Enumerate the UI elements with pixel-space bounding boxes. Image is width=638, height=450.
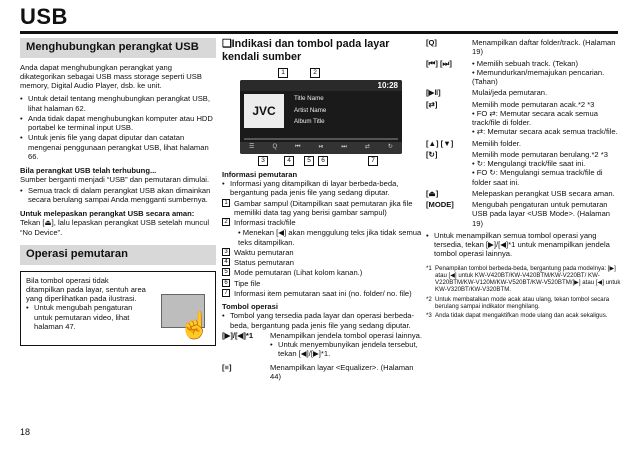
- section-heading-connect: Menghubungkan perangkat USB: [20, 38, 216, 58]
- callout-4: 4: [284, 156, 294, 166]
- button-row: [426, 150, 622, 187]
- item-text: Status pemutaran: [234, 258, 294, 268]
- item-text: Tipe file: [234, 278, 261, 288]
- item-number: 7: [222, 289, 230, 297]
- artist-name: Artist Name: [294, 106, 327, 114]
- footnote-mark: *1: [426, 264, 432, 272]
- button-key: [⏮] [⏭]: [426, 58, 452, 68]
- button-key: [⏏]: [426, 188, 439, 198]
- item-number: 1: [222, 199, 230, 207]
- title-rule: [20, 31, 618, 34]
- op-desc-wrap: [270, 363, 422, 382]
- button-key: [▶‖]: [426, 88, 441, 98]
- info-item: [222, 199, 422, 218]
- op-key: [≡]: [222, 362, 232, 372]
- button-row: [426, 88, 622, 97]
- section-heading-playback: Operasi pemutaran: [20, 245, 216, 265]
- footnote-mark: *2: [426, 295, 432, 303]
- info-item: [222, 218, 422, 227]
- button-row: [426, 189, 622, 198]
- screen-status-bar: [240, 80, 402, 91]
- item-number: 2: [222, 218, 230, 226]
- item-number: 4: [222, 258, 230, 266]
- button-table: [426, 38, 622, 228]
- button-key: [MODE]: [426, 200, 454, 209]
- info-item: [222, 248, 422, 257]
- button-desc: Menampilkan daftar folder/track. (Halaman 19): [472, 38, 616, 57]
- button-desc: Melepaskan perangkat USB secara aman.: [472, 188, 615, 198]
- button-desc: Mulai/jeda pemutaran.: [472, 88, 548, 98]
- button-row: [426, 139, 622, 148]
- item-number: 3: [222, 248, 230, 256]
- hand-pointer-icon: ☝: [178, 309, 211, 340]
- page-title: USB: [20, 4, 68, 29]
- repeat-icon: ↻: [387, 144, 393, 151]
- button-desc: Memilih mode pemutaran acak.*2 *3 • FO ⇄: Memutar secara acak semua track/file di folder. • ⇄: Memutar secara acak semua track/file.: [472, 99, 618, 137]
- play-pause-icon: ⏯: [318, 144, 324, 151]
- ops-bullet: • Tombol yang tersedia pada layar dan operasi berbeda-beda, bergantung pada jenis file yang sedang diputar.: [222, 311, 422, 330]
- button-key: [Q]: [426, 38, 437, 47]
- button-row: [426, 59, 622, 87]
- column-middle: [222, 38, 422, 384]
- callout-7: 7: [368, 156, 378, 166]
- footnote-mark: *3: [426, 312, 432, 320]
- screen-illustration: [222, 68, 422, 166]
- info-heading: Informasi pemutaran: [222, 169, 298, 179]
- item-text: • Menekan [◀] akan menggulung teks jika tidak semua teks ditampilkan.: [238, 228, 422, 247]
- column-left: [20, 38, 216, 346]
- bullet-item: • Anda tidak dapat menghubungkan komputer atau HDD portabel ke terminal input USB.: [20, 114, 216, 133]
- note-bullet: • Untuk menampilkan semua tombol operasi yang tersedia, tekan [▶]/[◀]*1 untuk menampilkan jendela tombol operasi lainnya.: [426, 231, 622, 259]
- callout-1: 1: [278, 68, 288, 78]
- progress-bar: [244, 138, 398, 140]
- footnote: [426, 265, 622, 294]
- info-bullet: • Informasi yang ditampilkan di layar berbeda-beda, bergantung pada jenis file yang sedang diputar.: [222, 179, 422, 198]
- source-control-screen: [240, 80, 402, 154]
- op-row: [222, 331, 422, 360]
- button-desc: • Memilih sebuah track. (Tekan) • Memundurkan/memajukan pencarian. (Tahan): [472, 58, 605, 86]
- item-text: Informasi track/file: [234, 218, 296, 228]
- info-list: [222, 199, 422, 299]
- button-desc: Memilih mode pemutaran berulang.*2 *3 • ↻: Mengulangi track/file saat ini. • FO ↻: Mengulangi semua track/file di folder saat ini.: [472, 149, 608, 187]
- random-icon: ⇄: [364, 144, 370, 151]
- item-text: Gambar sampul (Ditampilkan saat pemutaran jika file memiliki data tag yang berisi gambar sampul): [234, 198, 413, 217]
- button-desc: Mengubah pengaturan untuk pemutaran USB pada layar <USB Mode>. (Halaman 19): [472, 200, 611, 228]
- tip-text: Bila tombol operasi tidak ditampilkan pada layar, sentuh area yang diperlihatkan pada ilustrasi.: [26, 275, 146, 304]
- item-text: Mode pemutaran (Lihat kolom kanan.): [234, 268, 363, 278]
- bullet-item: • Semua track di dalam perangkat USB akan dimainkan secara berulang sampai Anda mengganti sumbernya.: [20, 186, 216, 205]
- callout-3: 3: [258, 156, 268, 166]
- bullet-item: • Untuk detail tentang menghubungkan perangkat USB, lihat halaman 62.: [20, 94, 216, 113]
- op-desc-wrap: [270, 331, 422, 360]
- button-desc: Memilih folder.: [472, 138, 521, 148]
- screen-clock: 10:28: [377, 80, 398, 90]
- screen-button-bar: [240, 142, 402, 154]
- info-item: [222, 289, 422, 298]
- track-info: [294, 95, 326, 130]
- tip-bullet: • Untuk mengubah pengaturan untuk pemutaran video, lihat halaman 47.: [26, 303, 146, 331]
- album-title: Album Title: [294, 118, 325, 126]
- footnote-text: Anda tidak dapat mengaktifkan mode ulang dan acak sekaligus.: [435, 312, 608, 320]
- button-row: [426, 38, 622, 57]
- footnotes: [426, 265, 622, 320]
- column-right: [426, 38, 622, 322]
- button-key: [⇄]: [426, 99, 438, 109]
- page-number: 18: [20, 427, 31, 438]
- subheading-connected: Bila perangkat USB telah terhubung...: [20, 166, 157, 176]
- screen-indications-heading: ❑Indikasi dan tombol pada layar kendali sumber: [222, 38, 390, 64]
- callout-2: 2: [310, 68, 320, 78]
- item-text: Informasi item pemutaran saat ini (no. folder/ no. file): [234, 288, 412, 298]
- intro-text: Anda dapat menghubungkan perangkat yang dikategorikan sebagai USB mass storage seperti USB memory, Digital Audio Player, dsb. ke unit.: [20, 62, 202, 91]
- info-item: [222, 228, 422, 247]
- op-key: [▶]/[◀]*1: [222, 330, 254, 340]
- callout-5: 5: [304, 156, 314, 166]
- footnote-text: Penampilan tombol berbeda-beda, bergantung pada modelnya: [▶] atau [◀] untuk KW-V420BT/KW-V420BTM/KW-V220BT/ KW-V220BTM/KW-V120M/KW-V520BT/KW-V520BTM/[▶] atau [◀] untuk KW-V320BT/KW-V320BTM.: [435, 264, 621, 294]
- ops-heading: Tombol operasi: [222, 302, 278, 312]
- callout-6: 6: [318, 156, 328, 166]
- item-number: 5: [222, 268, 230, 276]
- op-desc: Menampilkan jendela tombol operasi lainnya.: [270, 330, 422, 340]
- button-key: [↻]: [426, 149, 438, 159]
- button-row: [426, 200, 622, 228]
- connected-text: Sumber berganti menjadi “USB” dan pemutaran dimulai.: [20, 175, 210, 185]
- next-icon: ⏭: [341, 144, 347, 151]
- item-number: 6: [222, 279, 230, 287]
- menu-icon: ☰: [249, 144, 255, 151]
- footnote: [426, 312, 622, 319]
- bullet-item: • Untuk jenis file yang dapat diputar dan catatan mengenai penggunaan perangkat USB, lihat halaman 66.: [20, 133, 216, 161]
- item-text: Waktu pemutaran: [234, 247, 294, 257]
- remove-text: Tekan [⏏], lalu lepaskan perangkat USB setelah muncul “No Device”.: [20, 218, 210, 237]
- op-row: [222, 363, 422, 382]
- footnote: [426, 296, 622, 311]
- search-icon: Q: [272, 144, 278, 151]
- title-name: Title Name: [294, 94, 324, 102]
- subheading-remove: Untuk melepaskan perangkat USB secara aman:: [20, 209, 195, 219]
- op-sub: • Untuk menyembunyikan jendela tersebut, tekan [◀]/[▶]*1.: [270, 340, 422, 359]
- info-item: [222, 279, 422, 288]
- album-art: JVC: [244, 94, 284, 128]
- info-item: [222, 268, 422, 277]
- footnote-text: Untuk membatalkan mode acak atau ulang, tekan tombol secara berulang sampai indikator menghilang.: [435, 295, 610, 311]
- ops-list: [222, 331, 422, 381]
- prev-icon: ⏮: [295, 144, 301, 151]
- button-row: [426, 100, 622, 137]
- info-item: [222, 258, 422, 267]
- op-desc: Menampilkan layar <Equalizer>. (Halaman 44): [270, 362, 414, 381]
- button-key: [▲] [▼]: [426, 138, 454, 148]
- tip-box: [20, 271, 216, 346]
